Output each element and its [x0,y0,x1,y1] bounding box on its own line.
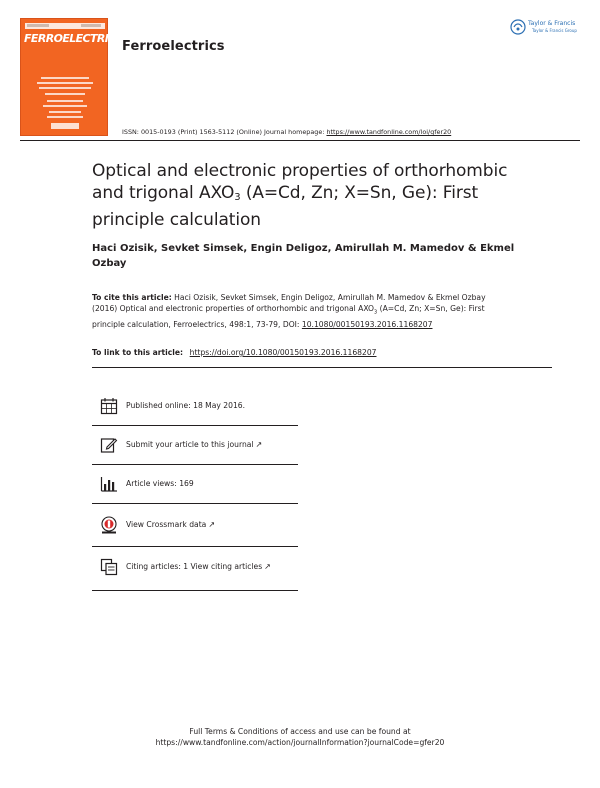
publisher-logo-subtext: Taylor & Francis Group [532,28,577,33]
calendar-icon [100,397,118,415]
published-online-row [100,397,298,433]
external-link-icon: ↗ [255,440,263,449]
publisher-logo-text: Taylor & Francis [528,20,576,27]
article-doi-url[interactable]: https://doi.org/10.1080/00150193.2016.1168207 [189,348,377,357]
publisher-logo-icon [510,19,526,35]
footer-terms-text: Full Terms & Conditions of access and use can be found at [189,727,411,736]
article-link-line [92,347,376,358]
published-online-label: Published online: 18 May 2016. [126,401,246,410]
article-title: Optical and electronic properties of orthorhombic and trigonal $AXO_3$ (A=Cd, Zn; X=Sn, Ge): First principle calculation [92,161,508,230]
info-divider [92,464,298,465]
cover-publisher-mark [51,123,79,129]
cover-title: FERROELECTRICS [24,32,123,45]
footer-terms-url[interactable]: https://www.tandfonline.com/action/journalInformation?journalCode=gfer20 [155,738,445,747]
external-link-icon: ↗ [264,562,271,571]
external-link-icon: ↗ [208,520,216,529]
info-divider [92,590,298,591]
issn-text: ISSN: 0015-0193 (Print) 1563-5112 (Online) Journal homepage: [122,128,327,136]
citing-articles-row[interactable] [100,558,298,594]
journal-cover [20,18,123,136]
citation-text: Haci Ozisik, Sevket Simsek, Engin Deligoz, Amirullah M. Mamedov & Ekmel Ozbay (2016) Optical and electronic properties of orthorhombic and trigonal AXO [92,293,486,313]
journal-homepage-link[interactable]: https://www.tandfonline.com/loi/gfer20 [326,128,452,136]
issn-line [122,128,451,136]
article-views-label: Article views: 169 [126,479,194,488]
bar-chart-icon [100,475,118,493]
cover-top-bar [25,23,105,29]
crossmark-icon [100,516,118,534]
journal-name[interactable]: Ferroelectrics [122,39,225,54]
publisher-logo[interactable] [510,19,586,39]
edit-icon [100,436,118,454]
submit-article-row[interactable] [100,436,298,472]
article-authors: Haci Ozisik, Sevket Simsek, Engin Deligoz, Amirullah M. Mamedov & Ekmel Ozbay [92,243,515,269]
article-link-label: To link to this article: [92,348,186,357]
info-divider [92,546,298,547]
info-divider [92,425,298,426]
section-divider [92,367,552,368]
doi-link[interactable]: 10.1080/00150193.2016.1168207 [301,319,433,329]
info-divider [92,503,298,504]
citing-icon [100,558,118,576]
crossmark-label[interactable]: View Crossmark data ↗ [126,520,216,529]
citing-articles-label[interactable]: Citing articles: 1 View citing articles ↗ [126,562,271,571]
citation-label: To cite this article: [92,293,172,302]
submit-article-label[interactable]: Submit your article to this journal ↗ [126,440,263,449]
header-divider [20,140,580,141]
footer [0,726,600,748]
citation-block: To cite this article: Haci Ozisik, Sevket Simsek, Engin Deligoz, Amirullah M. Mamedov & Ekmel Ozbay (2016) Optical and electronic properties of orthorhombic and trigonal $AXO_3$ (A=Cd, Zn; X=Sn, Ge): First principle calculation, Ferroelectrics, 498:1, 73-79, DOI: 10.1080/00150193.2016.1168207 [92,293,486,329]
article-views-row [100,475,298,511]
